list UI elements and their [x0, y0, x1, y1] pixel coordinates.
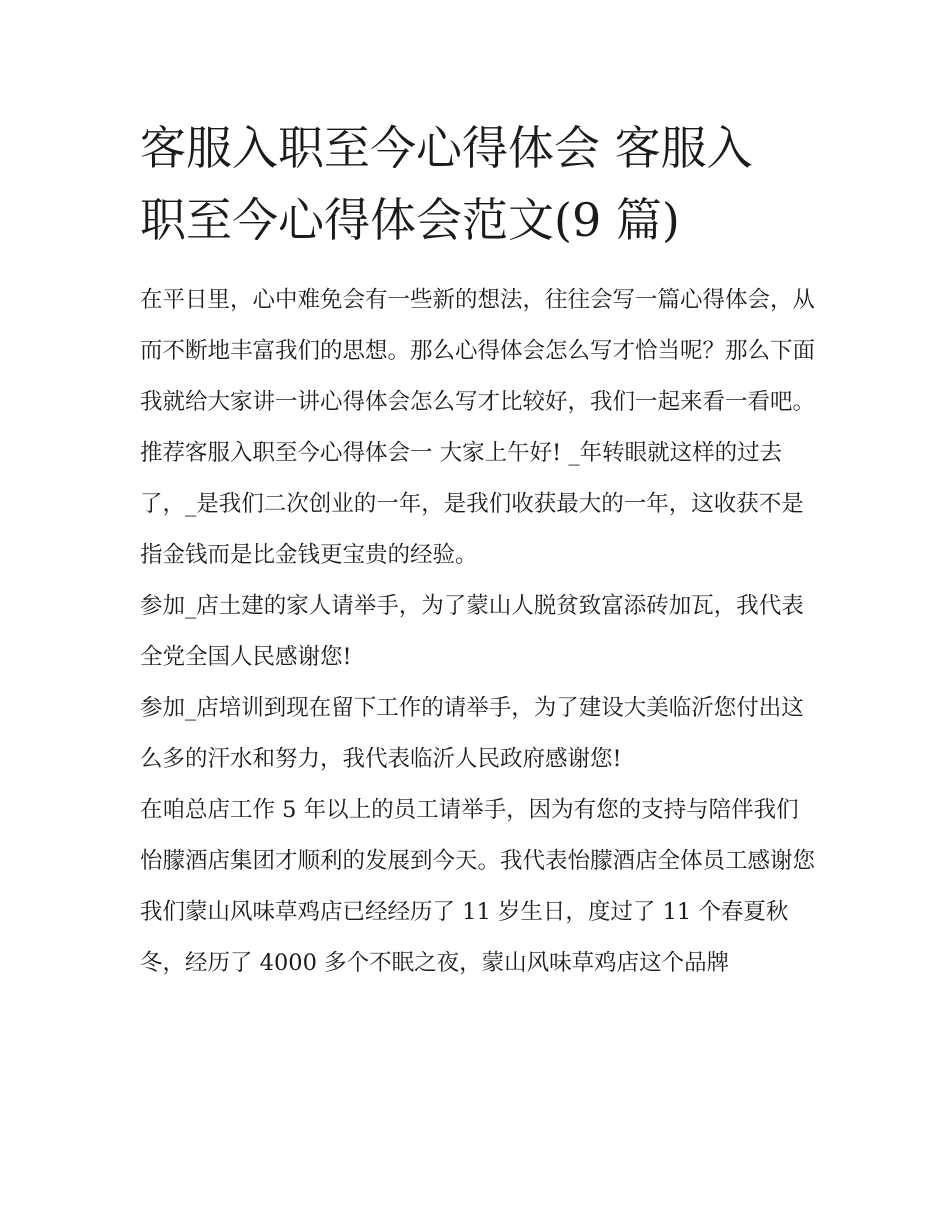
- title-line-1: 客服入职至今心得体会 客服入: [140, 121, 753, 175]
- title-line-2: 职至今心得体会范文(9 篇): [140, 193, 680, 247]
- document-body: [140, 275, 816, 989]
- document-title: [140, 112, 820, 256]
- paragraph-recommend: 推荐客服入职至今心得体会一 大家上午好! _年转眼就这样的过去了，_是我们二次创业的一年，是我们收获最大的一年，这收获不是指金钱而是比金钱更宝贵的经验。: [140, 440, 804, 568]
- paragraph-construction: 参加_店土建的家人请举手，为了蒙山人脱贫致富添砖加瓦，我代表全党全国人民感谢您!: [140, 593, 804, 670]
- paragraph-training: 参加_店培训到现在留下工作的请举手，为了建设大美临沂您付出这么多的汗水和努力，我代表临沂人民政府感谢您!: [140, 695, 804, 772]
- paragraph-anniversary: 我们蒙山风味草鸡店已经经历了 11 岁生日，度过了 11 个春夏秋冬，经历了 4000 多个不眠之夜，蒙山风味草鸡店这个品牌: [140, 899, 789, 976]
- paragraph-five-years: 在咱总店工作 5 年以上的员工请举手，因为有您的支持与陪伴我们怡朦酒店集团才顺利的发展到今天。我代表怡朦酒店全体员工感谢您: [140, 797, 816, 874]
- paragraph-intro: 在平日里，心中难免会有一些新的想法，往往会写一篇心得体会，从而不断地丰富我们的思想。那么心得体会怎么写才恰当呢？那么下面我就给大家讲一讲心得体会怎么写才比较好，我们一起来看一看吧。: [140, 287, 816, 415]
